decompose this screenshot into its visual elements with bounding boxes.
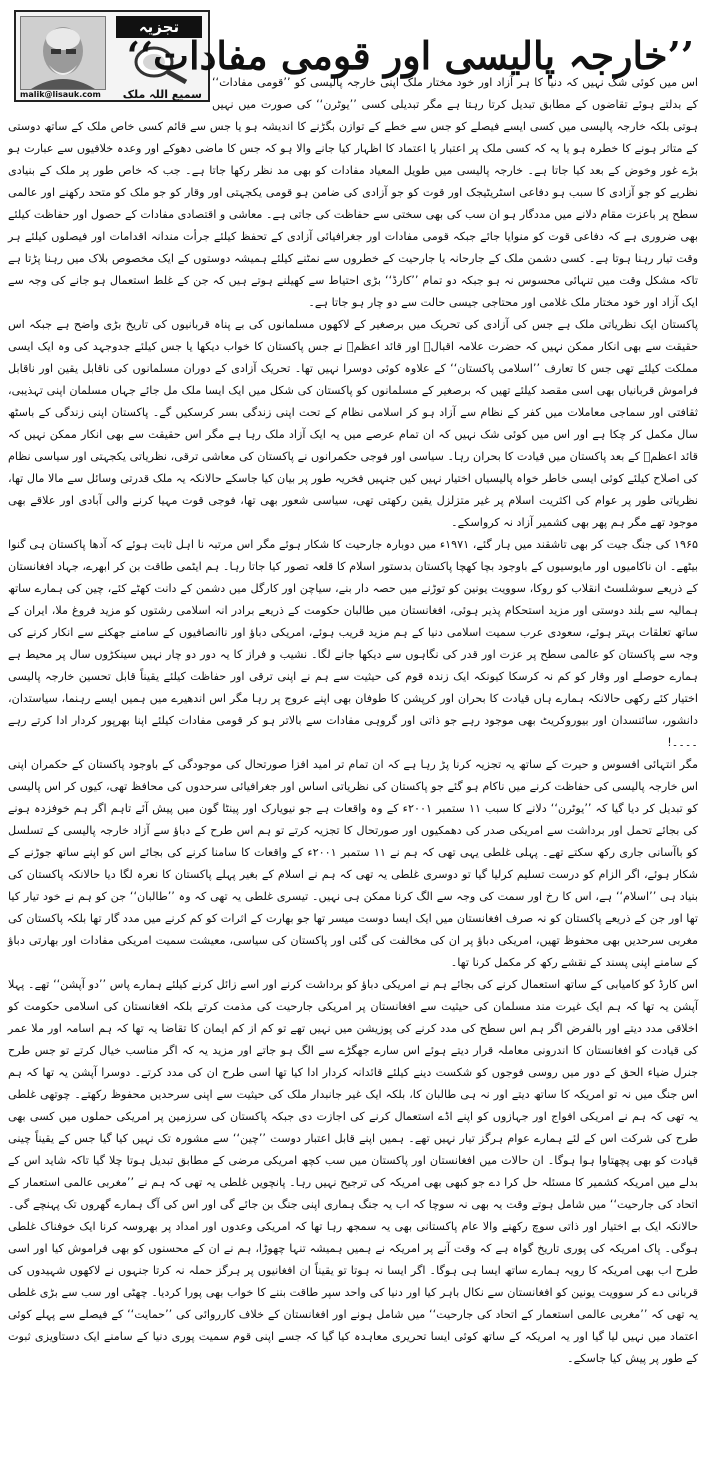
article-paragraph-4: مگر انتہائی افسوس و حیرت کے ساتھ یہ تجزیہ کرنا پڑ رہا ہے کہ ان تمام تر امید افزا صورتحال کی موجودگی کے باوجود پاکستان کے حکمران اپنی اس خارجہ پالیسی کی حفاظت کرنے میں ناکام ہو گئے جو پاکستان کی نظریاتی اساس اور جغرافیائی سرحدوں کی محافظ تھی، کیوں کر اس پالیسی کو تبدیل کر دیا گیا کہ ’’یوٹرن‘‘ دلانے کا سبب ۱۱ ستمبر ۲۰۰۱ء کے وہ واقعات ہے جو نیویارک اور پینٹا گون میں پیش آئے تاہم اگر ہم خوفزدہ ہونے کی بجائے تحمل اور برداشت سے امریکی صدر کی دھمکیوں اور صورتحال کا تجزیہ کرتے تو ہم اس طرح کے دباؤ سے آزاد خارجہ پالیسی کے تسلسل کو باآسانی جاری رکھ سکتے تھے۔ پہلی غلطی یہی تھی کہ ہم نے ۱۱ ستمبر ۲۰۰۱ء کے واقعات کا سامنا کرنے کی بجائے اس کو اپنے ساتھ جوڑنے کے شکار ہوئے، اگر الزام کو درست تسلیم کرلیا گیا تو دوسری غلطی یہ تھی کہ ہم نے اسلام کے بغیر پہلے پاکستان کا نعرہ لگا دیا حالانکہ پاکستان کی بنیاد ہی ’’اسلام‘‘ ہے، اس کا رخ اور سمت کی وجہ سے الگ کرنا ممکن ہی نہیں۔ تیسری غلطی یہ تھی کہ وہ ’’طالبان‘‘ جن کو ہم نے خود تیار کیا تھا اور جن کے ذریعے پاکستان کو نہ صرف افغانستان میں ایک ایسا دوست میسر تھا جو بھارت کے اثرات کو کم کرنے میں مدد گار تھا بلکہ پاکستان کی مغربی سرحدیں بھی محفوظ تھیں، امریکی دباؤ پر ان کی مخالفت کی گئی اور پاکستان کی سیاسی، معیشت سمیت امریکی مفادات اور بھارتی دباؤ کے سامنے اپنی پسند کے نقشے رکھ کر مکمل کرنا تھا۔ [8, 758, 698, 969]
article-paragraph-5: اس کارڈ کو کامیابی کے ساتھ استعمال کرنے کی بجائے ہم نے امریکی دباؤ کو برداشت کرنے اور اسے زائل کرنے کیلئے ہمارے پاس ’’دو آپشن‘‘ تھے۔ پہلا آپشن یہ تھا کہ ہم ایک غیرت مند مسلمان کی حیثیت سے افغانستان پر امریکی جارحیت کی مذمت کرتے بلکہ افغانستان کی اسلامی حکومت کو اخلاقی مدد دیتے اور بالفرض اگر ہم اس سطح کی مدد کرنے کی پوزیشن میں نہیں تھے تو کم از کم ایمان کا تقاضا یہ تھا کہ ہم اسامہ اور ملا عمر کی قیادت کو افغانستان کا اندرونی معاملہ قرار دیتے ہوئے اس سارے جھگڑے سے الگ ہو جاتے اور مزید یہ کہ اگر مناسب خیال کرتے تو جس طرح جنرل ضیاء الحق کے دور میں روسی فوجوں کو شکست دینے کیلئے قائدانہ کردار ادا کیا تھا اسی طرح ان کی مدد کرتے۔ دوسرا آپشن یہ تھا کہ ہم اس جنگ میں نہ تو امریکہ کا ساتھ دیتے اور نہ ہی طالبان کا، بلکہ ایک غیر جانبدار ملک کی حیثیت سے اپنی سرحدیں محفوظ رکھتے۔ چوتھی غلطی یہ تھی کہ ہم نے امریکی افواج اور جہازوں کو اپنے اڈے استعمال کرنے کی اجازت دی جبکہ پاکستان کی سرزمین پر امریکی حملوں میں کسی بھی طرح کی شرکت اس کے لئے ہمارے عوام ہرگز تیار نہیں تھے۔ ہمیں اپنے قابل اعتبار دوست ’’چین‘‘ سے مشورہ تک نہیں کیا گیا جس کے یقیناً چینی قیادت کو بھی پچھتاوا ہوا ہوگا۔ ان حالات میں افغانستان اور پاکستان میں سب کچھ امریکی مرضی کے مطابق تبدیل ہوتا چلا گیا تاکہ شاید اس کے بدلے میں امریکہ کشمیر کا مسئلہ حل کرا دے جو کبھی بھی امریکہ کی ترجیح نہیں رہا۔ پانچویں غلطی یہ تھی کہ ہم نے ’’مغربی عالمی استعمار کے اتحاد کی جارحیت‘‘ میں شامل ہوتے وقت یہ بھی نہ سوچا کہ اب یہ جنگ ہماری اپنی جنگ بن جائے گی اور اس کی آگ ہمارے گھروں تک پہنچے گی۔ حالانکہ ایک بے اختیار اور ذاتی سوچ رکھنے والا عام پاکستانی بھی یہ سمجھ رہا تھا کہ امریکی وعدوں اور امداد پر بھروسہ کرنا ایک خوفناک غلطی ہوگی۔ پاک امریکہ کی پوری تاریخ گواہ ہے کہ وقت آنے پر امریکہ نے ہمیں ہمیشہ تنہا چھوڑا، ہم نے ان کے محسنوں کو بھی فراموش کیا اور اسی طرح اب بھی امریکہ کا رویہ ہمارے ساتھ ایسا ہی ہوگا۔ اگر ایسا نہ ہوتا تو یقیناً ان افغانیوں پر ہرگز حملہ نہ کرتا جنہوں نے لاکھوں شہیدوں کی قربانی دے کر سوویت یونین کو افغانستان سے نکال باہر کیا اور دنیا کی واحد سپر طاقت بننے کا خواب بھی پورا کردیا۔ چھٹی اور سب سے بڑی غلطی یہ تھی کہ ’’مغربی عالمی استعمار کے اتحاد کی جارحیت‘‘ میں شامل ہونے اور افغانستان کے خلاف کارروائی کی ’’حمایت‘‘ کے فیصلے سے پہلے کوئی اعتماد میں نہیں لیا گیا اور یہ امریکہ کے ساتھ کوئی ایسا تحریری معاہدہ کیا گیا کہ جسے اپنی قوم سمیت پوری دنیا کے سامنے ایک دستاویزی ثبوت کے طور پر پیش کیا جاسکے۔ [8, 978, 698, 1365]
author-name: سمیع اللہ ملک [122, 88, 202, 101]
article-paragraph-3: ۱۹۶۵ کی جنگ جیت کر بھی تاشقند میں ہار گئے، ۱۹۷۱ء میں دوبارہ جارحیت کا شکار ہوئے مگر اس مرتبہ نا اہل ثابت ہوئے کہ آدھا پاکستان ہی گنوا بیٹھے۔ ان ناکامیوں اور مایوسیوں کے باوجود بچا کھچا پاکستان بدستور اسلام کا قلعہ تصور کیا جاتا رہا۔ ہم ایٹمی طاقت بن کر ابھرے، جہاد افغانستان کے ذریعے سوشلسٹ انقلاب کو روکا، سوویت یونین کو توڑنے میں حصہ دار بنے، سیاچن اور کارگل میں دشمن کے دانت کھٹے کئے، چین کی ہمارے ساتھ ہمالیہ سے بلند دوستی اور مزید استحکام پذیر ہوئی، افغانستان میں طالبان حکومت کے ذریعے برادر انہ اسلامی رشتوں کو مزید فروغ ملا، ایران کے ساتھ تعلقات بہتر ہوئے، سعودی عرب سمیت اسلامی دنیا کے ہم مزید قریب ہوئے، امریکی دباؤ اور ناانصافیوں کے سامنے جھکنے سے انکار کرنے کی وجہ سے پاکستان کو عالمی سطح پر عزت اور قدر کی نگاہوں سے دیکھا جانے لگا۔ نشیب و فراز کا یہ دور دو چار نہیں سینکڑوں سال پر محیط ہے ہمارے حوصلے اور وقار کو کم نہ کرسکا کیونکہ ایک زندہ قوم کی حیثیت سے ہم نے اپنی ترقی اور حفاظت کیلئے یقیناً قابل تحسین خارجہ پالیسی اختیار کئے رکھی حالانکہ ہمارے ہاں قیادت کا بحران اور کرپشن کا طوفان بھی اپنے عروج پر رہا مگر اس اندھیرے میں ہمیں ایسے رہنما، سیاستدان، دانشور، سائنسدان اور بیوروکریٹ بھی موجود رہے جو ذاتی اور گروہی مفادات سے بالاتر ہو کر قومی مفادات کیلئے اپنا بھرپور کردار ادا کرتے رہے ۔۔۔۔! [8, 538, 699, 749]
article-body [8, 72, 698, 1478]
header-spacer [8, 72, 212, 102]
column-badge: تجزیہ [116, 16, 202, 38]
author-email: malik@lisauk.com [20, 90, 101, 99]
article-title: ’’خارجہ پالیسی اور قومی مفادات‘‘ [126, 33, 694, 78]
article-paragraph-1: اس میں کوئی شک نہیں کہ دنیا کا ہر آزاد اور خود مختار ملک اپنی خارجہ پالیسی کو ’’قومی مفادات‘‘ کے بدلتے ہوئے تقاضوں کے مطابق تبدیل کرتا رہتا ہے مگر تبدیلی کسی ’’یوٹرن‘‘ کی صورت میں نہیں ہوتی بلکہ خارجہ پالیسی میں کسی ایسے فیصلے کو جس سے خطے کے توازن بگڑنے کا اندیشہ ہو یا جس سے قائم کسی خاص ملک کے ساتھ دوستی کے متاثر ہونے کا خطرہ ہو یا یہ کہ کسی ملک پر اعتبار یا اعتماد کا اظہار کیا جانے والا ہو کہ جس کا ماضی دھوکے اور وعدہ خلافیوں سے عبارت ہو بڑے غور وخوض کے بعد کیا جاتا ہے۔ خارجہ پالیسی میں طویل المعیاد مفادات کو بھی مد نظر رکھا جاتا ہے۔ جب کہ خاص طور پر ملک کے بنیادی نظریے کو جو آزادی کا سبب ہو دفاعی اسٹریٹیجک اور قوت کو جو آزادی کی ضامن ہو قومی یکجہتی اور وقار کو جو ملک کو متحد رکھنے اور عالمی سطح پر باعزت مقام دلانے میں مددگار ہو ان سب کی بھی سختی سے حفاظت کی جاتی ہے۔ معاشی و اقتصادی مفادات کے حصول اور حفاظت کیلئے بھی ضروری ہے کہ دفاعی قوت کو منوایا جائے جبکہ قومی مفادات اور جغرافیائی آزادی کے تحفظ کیلئے جرأت مندانہ اقدامات اور فیصلوں کیلئے ہر وقت تیار رہنا ہوتا ہے۔ کسی دشمن ملک کے جارحانہ یا جارحیت کے خطروں سے نمٹنے کیلئے ہمیشہ دوستوں کے ایک مخصوص بلاک میں رہنا پڑتا ہے تاکہ مشکل وقت میں تنہائی محسوس نہ ہو جبکہ دو تمام ’’کارڈ‘‘ بڑی احتیاط سے کھیلنے ہوتے ہیں کہ جن کے غلط استعمال ہو جانے کی وجہ سے ایک آزاد اور خود مختار ملک غلامی اور محتاجی جیسی حالت سے دو چار ہو جاتا ہے۔ [8, 76, 698, 309]
article-paragraph-2: پاکستان ایک نظریاتی ملک ہے جس کی آزادی کی تحریک میں برصغیر کے لاکھوں مسلمانوں کی بے پناہ قربانیوں کی تاریخ بڑی واضح ہے جبکہ اس حقیقت سے بھی انکار ممکن نہیں کہ حضرت علامہ اقبالؒ اور قائد اعظمؒ نے جس پاکستان کا خواب دیکھا یا جس کیلئے جدوجہد کی وہ ایک ایسی مملکت کیلئے تھی جس کا تعارف ’’اسلامی پاکستان‘‘ کے علاوہ کوئی دوسرا نہیں تھا۔ تحریک آزادی کے دوران مسلمانوں کی ناقابل یقین اور ناقابل فراموش قربانیاں بھی اسی مقصد کیلئے تھیں کہ برصغیر کے مسلمانوں کو پاکستان کی شکل میں ایک ایسا ملک مل جائے جہاں مسلمان اپنی تہذیبی، ثقافتی اور سماجی معاملات میں کفر کے نظام سے آزاد ہو کر اسلامی نظام کے تحت اپنی زندگی بسر کرسکیں گے۔ پاکستان اپنی زندگی کے باسٹھ سال مکمل کر چکا ہے اور اس میں کوئی شک نہیں کہ ان تمام عرصے میں یہ ایک آزاد ملک رہا ہے مگر اس حقیقت سے بھی انکار ممکن نہیں کہ قائد اعظمؒ کے بعد پاکستان میں قیادت کا بحران رہا۔ سیاسی اور فوجی حکمرانوں نے پاکستان کی معاشی ترقی، نظریاتی یکجہتی اور سیاسی نظام کی اصلاح کیلئے کوئی ایسی خاطر خواہ پالیسیاں اختیار نہیں کیں جنہیں فخریہ طور پر بیان کیا جاسکے حالانکہ یہ ملک قدرتی وسائل سے مالا مال تھا، نظریاتی طور پر عوام کی اکثریت اسلام پر غیر متزلزل یقین رکھتی تھی، سیاسی شعور بھی تھا، فوجی قوت مہیا کرنے والی آبادی اور علاقے بھی موجود تھے مگر ہم پھر بھی کشمیر آزاد نہ کرواسکے۔ [8, 318, 698, 529]
